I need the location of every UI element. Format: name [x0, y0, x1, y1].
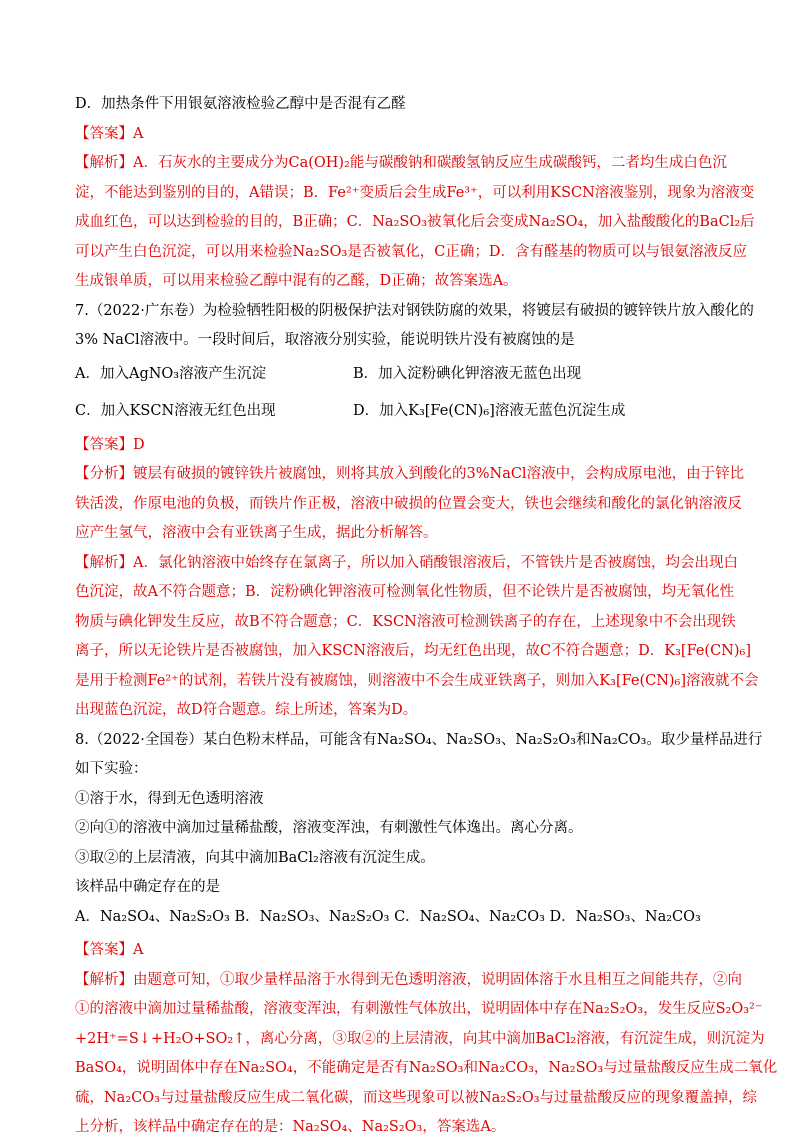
q7-options-row-1	[75, 360, 725, 390]
answer-value: D	[133, 436, 145, 453]
q6-answer	[75, 120, 725, 150]
q8-options: A．Na₂SO₄、Na₂S₂O₃ B．Na₂SO₃、Na₂S₂O₃ C．Na₂SO₄、Na₂CO₃ D．Na₂SO₃、Na₂CO₃	[75, 908, 701, 925]
answer-value: A	[133, 942, 144, 958]
analysis-line-4: 可以产生白色沉淀，可以用来检验Na₂SO₃是否被氧化，C正确；D．含有醛基的物质可以与银氨溶液反应	[75, 243, 747, 260]
document-page	[75, 90, 778, 1143]
analysis-line-1: 由题意可知，①取少量样品溶于水得到无色透明溶液，说明固体溶于水且相互之间能共存，②向	[133, 971, 742, 988]
answer-tag: 【答案】	[75, 125, 133, 142]
analysis-tag: 【解析】	[75, 155, 133, 171]
answer-tag: 【答案】	[75, 942, 133, 958]
analysis-tag: 【解析】	[75, 554, 133, 571]
q6-option-d: D．加热条件下用银氨溶液检验乙醇中是否混有乙醛	[75, 96, 406, 112]
question-8	[75, 726, 763, 933]
analysis-line-4: BaSO₄，说明固体中存在Na₂SO₄，不能确定是否有Na₂SO₃和Na₂CO₃，Na₂SO₃与过量盐酸反应生成二氧化	[75, 1060, 778, 1076]
q7-stem-line-1: 7.（2022·广东卷）为检验牺牲阳极的阴极保护法对钢铁防腐的效果，将镀层有破损的镀锌铁片放入酸化的	[75, 302, 754, 319]
q7-option-c: C．加入KSCN溶液无红色出现	[75, 403, 276, 419]
analysis-line-3: +2H⁺=S↓+H₂O+SO₂↑，离心分离，③取②的上层清液，向其中滴加BaCl₂溶液，有沉淀生成，则沉淀为	[75, 1030, 765, 1047]
analysis-line-4: 离子，所以无论铁片是否被腐蚀，加入KSCN溶液后，均无红色出现，故C不符合题意；D．K₃[Fe(CN)₆]	[75, 643, 751, 659]
q8-analysis	[75, 966, 778, 1143]
analysis-line-1: A．石灰水的主要成分为Ca(OH)₂能与碳酸钠和碳酸氢钠反应生成碳酸钙，二者均生成白色沉	[133, 155, 727, 171]
analysis-line-5: 是用于检测Fe²⁺的试剂，若铁片没有被腐蚀，则溶液中不会生成亚铁离子，则加入K₃[Fe(CN)₆]溶液就不会	[75, 672, 759, 689]
q7-analysis	[75, 549, 759, 726]
q8-ask: 该样品中确定存在的是	[75, 879, 220, 895]
q7-option-a: A．加入AgNO₃溶液产生沉淀	[75, 365, 267, 382]
fenxi-line-2: 铁活泼，作原电池的负极，而铁片作正极，溶液中破损的位置会变大，铁也会继续和酸化的氯化钠溶液反	[75, 495, 742, 512]
analysis-line-2: ①的溶液中滴加过量稀盐酸，溶液变浑浊，有刺激性气体放出，说明固体中存在Na₂S₂O₃，发生反应S₂O₃²⁻	[75, 1001, 763, 1017]
analysis-line-6: 出现蓝色沉淀，故D符合题意。综上所述，答案为D。	[75, 702, 418, 718]
analysis-line-3: 成血红色，可以达到检验的目的，B正确；C．Na₂SO₃被氧化后会变成Na₂SO₄，加入盐酸酸化的BaCl₂后	[75, 214, 755, 230]
question-7	[75, 297, 754, 427]
fenxi-line-3: 应产生氢气，溶液中会有亚铁离子生成，据此分析解答。	[75, 525, 438, 541]
analysis-line-3: 物质与碘化钾发生反应，故B不符合题意；C．KSCN溶液可检测铁离子的存在，上述现象中不会出现铁	[75, 613, 736, 630]
q7-stem-line-2: 3% NaCl溶液中。一段时间后，取溶液分别实验，能说明铁片没有被腐蚀的是	[75, 332, 575, 348]
q8-stem-line-1: 8.（2022·全国卷）某白色粉末样品，可能含有Na₂SO₄、Na₂SO₃、Na₂S₂O₃和Na₂CO₃。取少量样品进行	[75, 731, 763, 748]
analysis-line-2: 淀，不能达到鉴别的目的，A错误；B．Fe²⁺变质后会生成Fe³⁺，可以利用KSCN溶液鉴别，现象为溶液变	[75, 184, 755, 201]
q7-fenxi	[75, 460, 745, 549]
q8-step-1: ①溶于水，得到无色透明溶液	[75, 790, 264, 807]
q8-answer	[75, 936, 725, 966]
analysis-line-5: 硫，Na₂CO₃与过量盐酸反应生成二氧化碳，而这些现象可以被Na₂S₂O₃与过量盐酸反应的现象覆盖掉，综	[75, 1089, 758, 1106]
answer-value: A	[133, 125, 144, 142]
q6-analysis	[75, 149, 755, 297]
analysis-line-5: 生成银单质，可以用来检验乙醇中混有的乙醛，D正确；故答案选A。	[75, 273, 518, 289]
q7-answer	[75, 431, 725, 461]
analysis-line-2: 色沉淀，故A不符合题意；B．淀粉碘化钾溶液可检测氧化性物质，但不论铁片是否被腐蚀，均无氧化性	[75, 584, 735, 600]
q7-option-d: D．加入K₃[Fe(CN)₆]溶液无蓝色沉淀生成	[353, 403, 626, 419]
q7-option-b: B．加入淀粉碘化钾溶液无蓝色出现	[353, 365, 582, 382]
fenxi-line-1: 镀层有破损的镀锌铁片被腐蚀，则将其放入到酸化的3%NaCl溶液中，会构成原电池，由于锌比	[133, 466, 745, 482]
q8-step-2: ②向①的溶液中滴加过量稀盐酸，溶液变浑浊，有刺激性气体逸出。离心分离。	[75, 820, 583, 836]
analysis-tag: 【解析】	[75, 971, 133, 988]
fenxi-tag: 【分析】	[75, 466, 133, 482]
q7-options-row-2	[75, 397, 725, 427]
analysis-line-1: A．氯化钠溶液中始终存在氯离子，所以加入硝酸银溶液后，不管铁片是否被腐蚀，均会出现白	[133, 554, 738, 571]
q8-stem-line-2: 如下实验：	[75, 761, 148, 777]
q8-step-3: ③取②的上层清液，向其中滴加BaCl₂溶液有沉淀生成。	[75, 849, 435, 866]
answer-tag: 【答案】	[75, 436, 133, 453]
analysis-line-6: 上分析，该样品中确定存在的是：Na₂SO₄、Na₂S₂O₃，答案选A。	[75, 1119, 506, 1135]
